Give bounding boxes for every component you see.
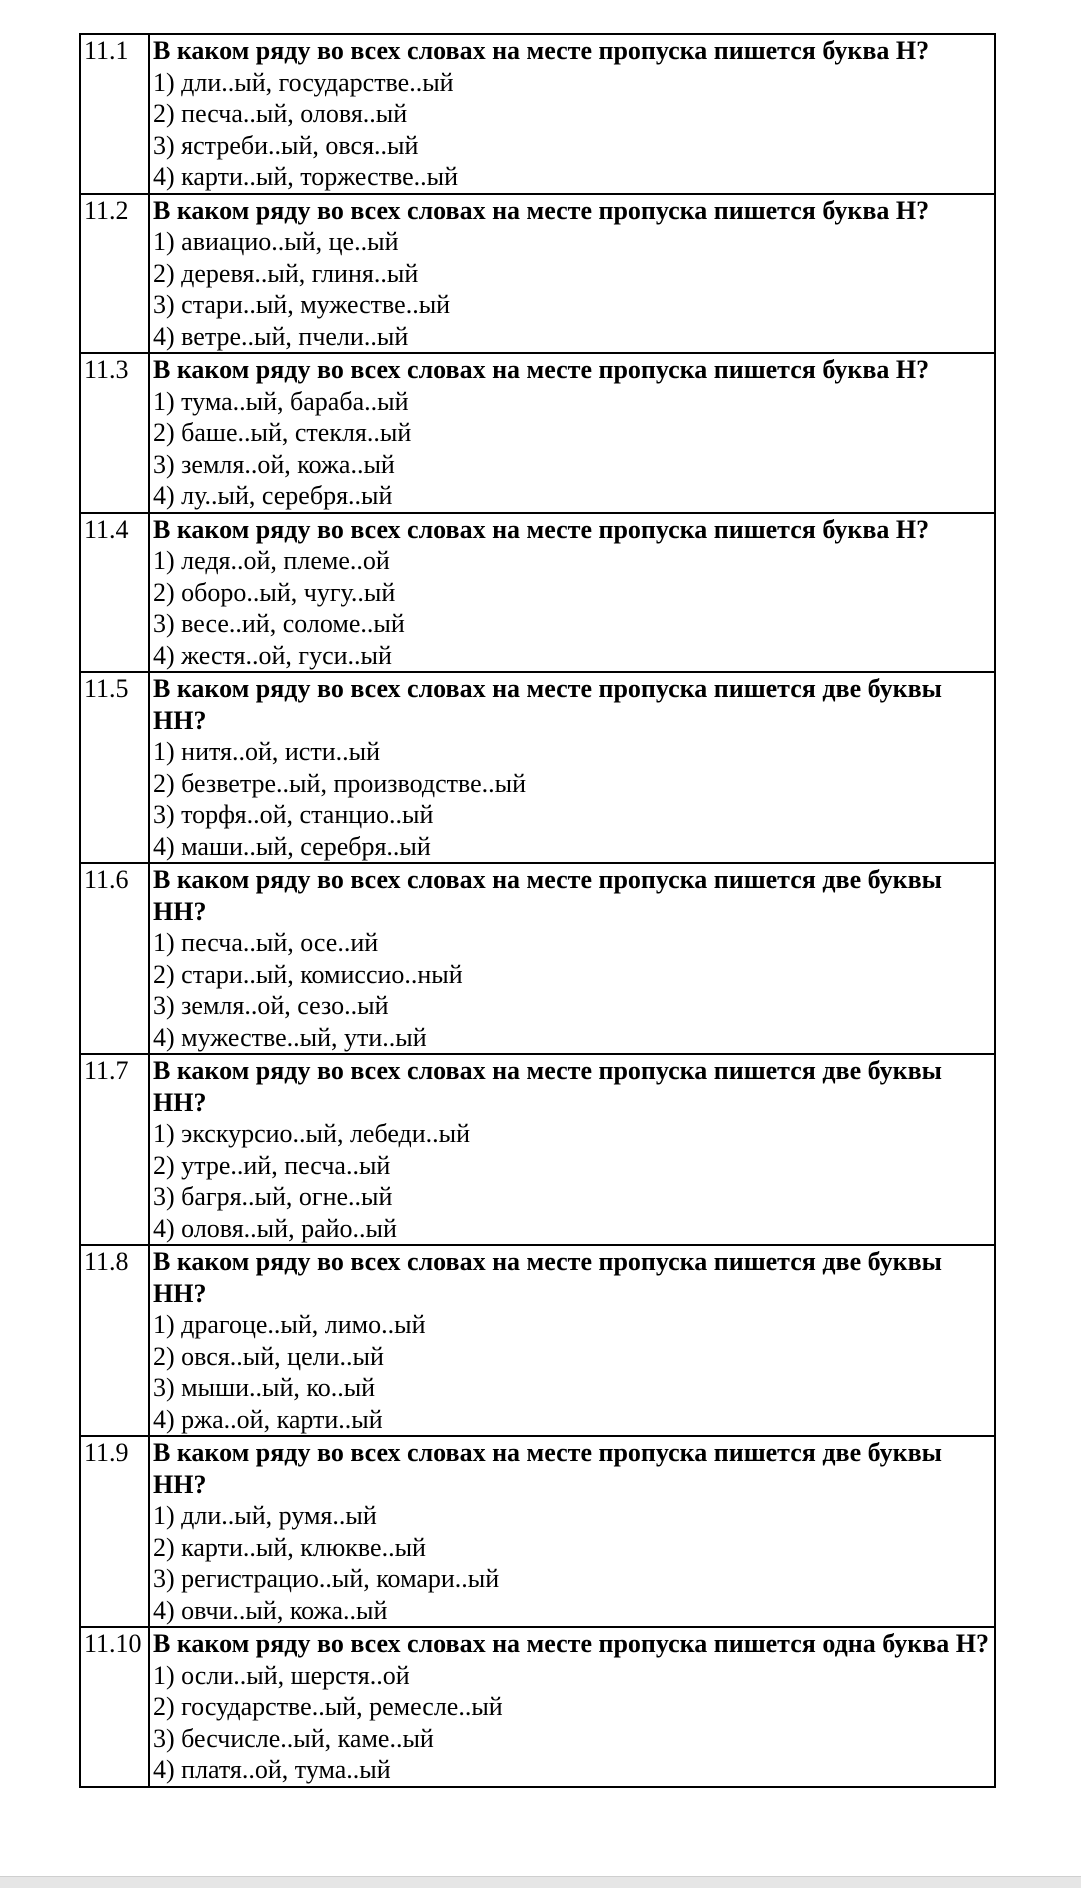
answer-option: 3) мыши..ый, ко..ый [153, 1373, 376, 1402]
question-row [80, 34, 995, 194]
question-text: В каком ряду во всех словах на месте пропуска пишется две буквы НН? [153, 674, 942, 735]
question-number: 11.2 [80, 194, 149, 354]
question-content [149, 1436, 995, 1627]
answer-option: 3) земля..ой, сезо..ый [153, 991, 389, 1020]
answer-option: 1) песча..ый, осе..ий [153, 928, 379, 957]
question-content [149, 1627, 995, 1787]
answer-option: 3) бесчисле..ый, каме..ый [153, 1723, 434, 1753]
answer-option: 4) платя..ой, тума..ый [153, 1755, 391, 1784]
question-number: 11.1 [80, 34, 149, 194]
question-text: В каком ряду во всех словах на месте пропуска пишется две буквы НН? [153, 1247, 942, 1308]
question-row [80, 353, 995, 513]
question-text: В каком ряду во всех словах на месте пропуска пишется две буквы НН? [153, 1056, 942, 1117]
answer-option: 2) оборо..ый, чугу..ый [153, 577, 396, 607]
answer-option: 4) ржа..ой, карти..ый [153, 1404, 383, 1434]
answer-option: 3) торфя..ой, станцио..ый [153, 800, 434, 829]
answer-option: 2) песча..ый, оловя..ый [153, 99, 408, 128]
answer-option: 2) овся..ый, цели..ый [153, 1341, 384, 1371]
question-number: 11.9 [80, 1436, 149, 1627]
answer-option: 1) экскурсио..ый, лебеди..ый [153, 1119, 471, 1148]
question-row [80, 194, 995, 354]
question-text: В каком ряду во всех словах на месте пропуска пишется две буквы НН? [153, 865, 942, 926]
questions-table [79, 33, 996, 1788]
answer-option: 3) весе..ий, соломе..ый [153, 609, 405, 638]
answer-option: 3) ястреби..ый, овся..ый [153, 130, 419, 160]
question-text: В каком ряду во всех словах на месте пропуска пишется буква Н? [153, 195, 930, 225]
question-row [80, 672, 995, 863]
answer-option: 3) земля..ой, кожа..ый [153, 449, 395, 479]
answer-option: 1) дли..ый, государстве..ый [153, 67, 454, 97]
answer-option: 2) стари..ый, комиссио..ный [153, 959, 463, 989]
question-content [149, 1245, 995, 1436]
answer-option: 4) овчи..ый, кожа..ый [153, 1595, 388, 1625]
question-number: 11.10 [80, 1627, 149, 1787]
question-content [149, 34, 995, 194]
question-content [149, 194, 995, 354]
question-text: В каком ряду во всех словах на месте пропуска пишется буква Н? [153, 36, 930, 65]
answer-option: 1) авиацио..ый, це..ый [153, 227, 399, 256]
question-row [80, 1627, 995, 1787]
question-content [149, 513, 995, 673]
question-content [149, 353, 995, 513]
answer-option: 2) государстве..ый, ремесле..ый [153, 1692, 503, 1721]
page-bottom-edge [0, 1876, 1081, 1888]
answer-option: 2) баше..ый, стекля..ый [153, 418, 412, 447]
answer-option: 2) деревя..ый, глиня..ый [153, 258, 419, 288]
question-row [80, 1436, 995, 1627]
answer-option: 4) жестя..ой, гуси..ый [153, 640, 392, 670]
question-text: В каком ряду во всех словах на месте пропуска пишется буква Н? [153, 355, 930, 384]
question-content [149, 863, 995, 1054]
answer-option: 4) карти..ый, торжестве..ый [153, 162, 459, 191]
answer-option: 2) карти..ый, клюкве..ый [153, 1532, 426, 1562]
question-number: 11.6 [80, 863, 149, 1054]
answer-option: 4) ветре..ый, пчели..ый [153, 321, 409, 351]
answer-option: 1) дли..ый, румя..ый [153, 1501, 377, 1530]
questions-table-body [80, 34, 995, 1787]
question-row [80, 863, 995, 1054]
answer-option: 1) нитя..ой, исти..ый [153, 737, 380, 766]
answer-option: 1) драгоце..ый, лимо..ый [153, 1310, 426, 1339]
question-content [149, 672, 995, 863]
answer-option: 4) мужестве..ый, ути..ый [153, 1022, 427, 1052]
question-text: В каком ряду во всех словах на месте пропуска пишется две буквы НН? [153, 1438, 942, 1499]
answer-option: 1) тума..ый, бараба..ый [153, 386, 409, 416]
answer-option: 2) утре..ий, песча..ый [153, 1150, 391, 1180]
question-number: 11.4 [80, 513, 149, 673]
answer-option: 4) маши..ый, серебря..ый [153, 831, 431, 861]
question-number: 11.3 [80, 353, 149, 513]
answer-option: 4) оловя..ый, райо..ый [153, 1213, 397, 1243]
answer-option: 3) багря..ый, огне..ый [153, 1182, 393, 1211]
question-text: В каком ряду во всех словах на месте пропуска пишется буква Н? [153, 514, 930, 544]
question-number: 11.7 [80, 1054, 149, 1245]
answer-option: 4) лу..ый, серебря..ый [153, 481, 393, 510]
question-text: В каком ряду во всех словах на месте пропуска пишется одна буква Н? [153, 1629, 990, 1658]
question-number: 11.5 [80, 672, 149, 863]
answer-option: 1) ледя..ой, племе..ой [153, 546, 390, 575]
question-row [80, 513, 995, 673]
question-content [149, 1054, 995, 1245]
question-number: 11.8 [80, 1245, 149, 1436]
answer-option: 1) осли..ый, шерстя..ой [153, 1660, 410, 1690]
answer-option: 2) безветре..ый, производстве..ый [153, 768, 527, 798]
question-row [80, 1054, 995, 1245]
answer-option: 3) стари..ый, мужестве..ый [153, 290, 451, 319]
answer-option: 3) регистрацио..ый, комари..ый [153, 1564, 500, 1593]
question-row [80, 1245, 995, 1436]
